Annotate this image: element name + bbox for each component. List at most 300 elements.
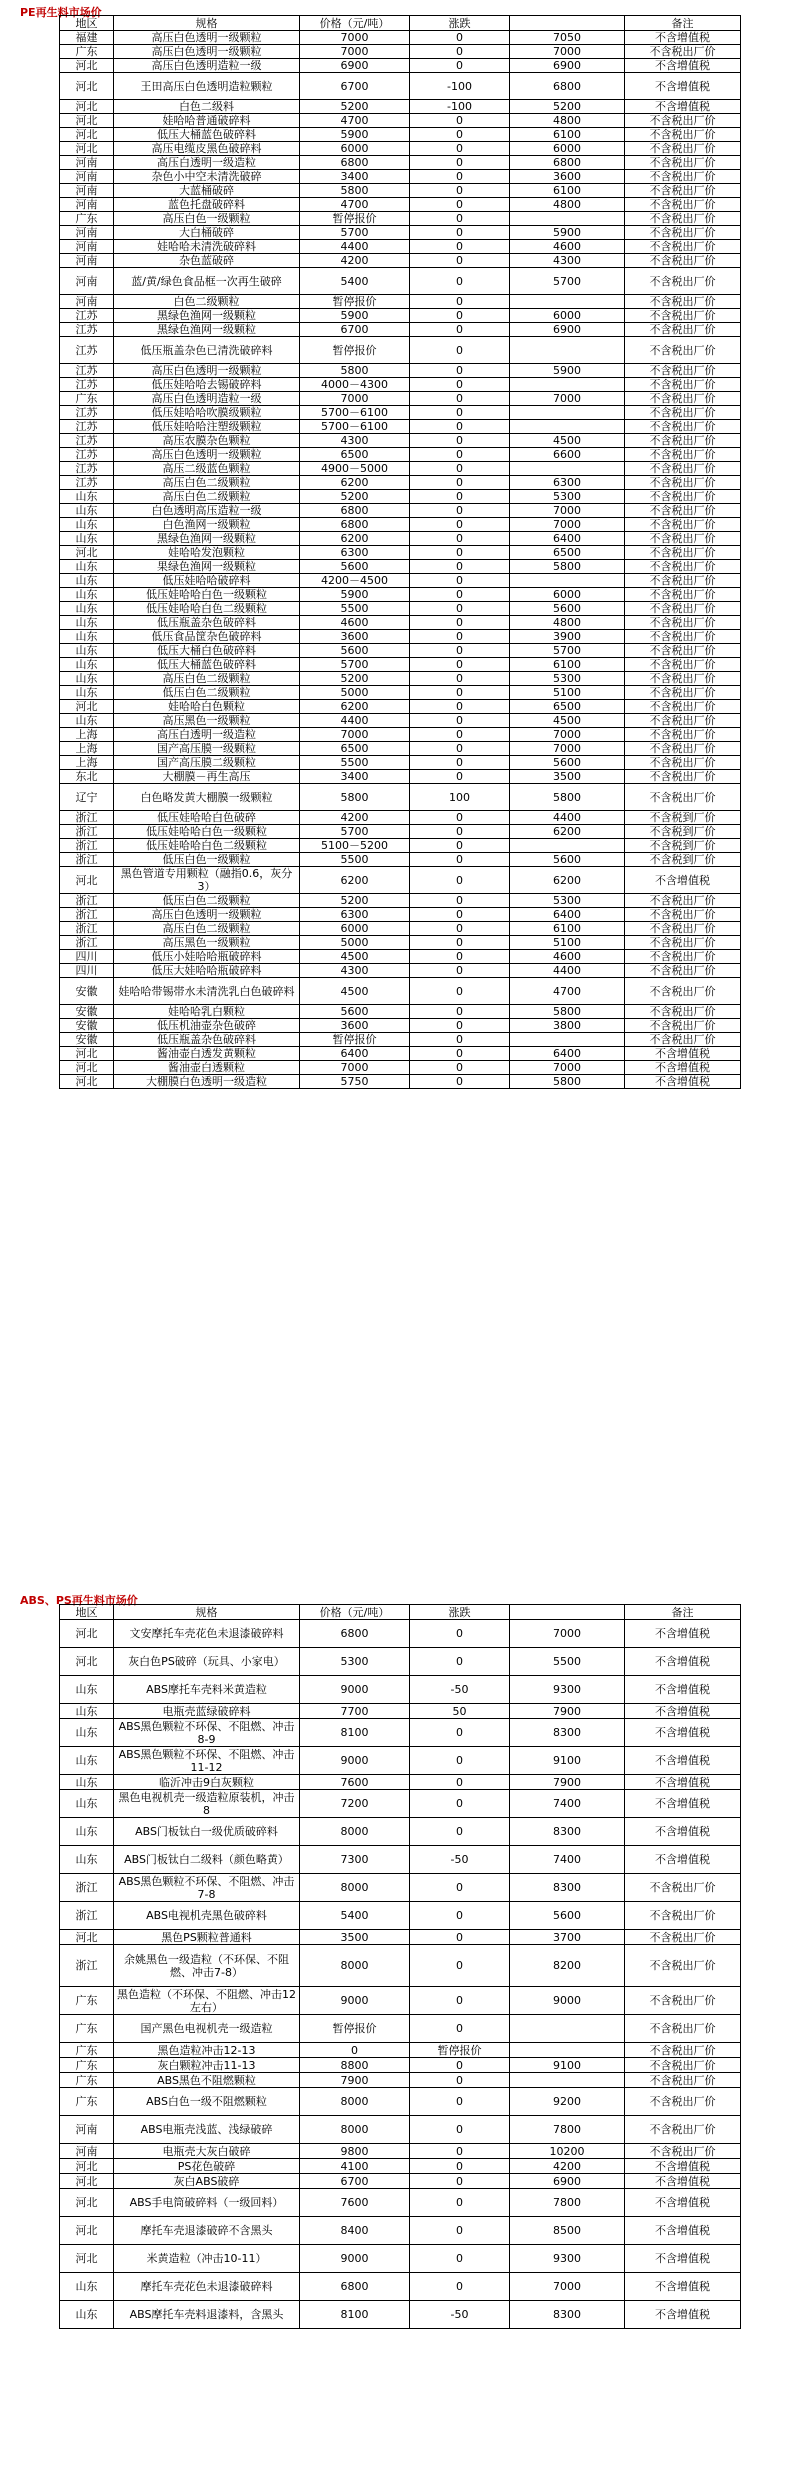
- cell-spec: ABS黑色颗粒不环保、不阻燃、冲击7-8: [114, 1874, 300, 1902]
- cell-remark: 不含税出厂价: [625, 198, 741, 212]
- cell-price: 9800: [300, 2144, 410, 2159]
- cell-change: 0: [410, 922, 510, 936]
- cell-remark: 不含税出厂价: [625, 323, 741, 337]
- cell-region: 河北: [60, 2217, 114, 2245]
- table-row: [60, 1846, 741, 1874]
- cell-price-prev: 7900: [510, 1704, 625, 1719]
- cell-spec: 灰白色PS破碎（玩具、小家电）: [114, 1648, 300, 1676]
- cell-spec: 低压娃哈哈白色一级颗粒: [114, 825, 300, 839]
- cell-remark: 不含增值税: [625, 1846, 741, 1874]
- cell-spec: 高压白色二级颗粒: [114, 672, 300, 686]
- cell-remark: 不含税出厂价: [625, 532, 741, 546]
- table-row: [60, 2043, 741, 2058]
- cell-price: 8000: [300, 2088, 410, 2116]
- cell-remark: 不含税出厂价: [625, 742, 741, 756]
- cell-change: 暂停报价: [410, 2043, 510, 2058]
- cell-change: 0: [410, 978, 510, 1005]
- table-row: [60, 240, 741, 254]
- cell-remark: 不含增值税: [625, 1676, 741, 1704]
- cell-region: 广东: [60, 1987, 114, 2015]
- header-price: 价格（元/吨）: [300, 1605, 410, 1620]
- header-spec: 规格: [114, 16, 300, 31]
- cell-region: 河北: [60, 128, 114, 142]
- cell-change: 0: [410, 337, 510, 364]
- table-row: [60, 1033, 741, 1047]
- table-row: [60, 560, 741, 574]
- cell-remark: 不含税出厂价: [625, 908, 741, 922]
- cell-price: 4200: [300, 254, 410, 268]
- cell-spec: 低压娃哈哈白色一级颗粒: [114, 588, 300, 602]
- cell-spec: 白色二级料: [114, 100, 300, 114]
- cell-change: 0: [410, 378, 510, 392]
- table-row: [60, 936, 741, 950]
- cell-remark: 不含税出厂价: [625, 309, 741, 323]
- cell-region: 浙江: [60, 922, 114, 936]
- cell-price-prev: 7000: [510, 45, 625, 59]
- cell-price: 5700: [300, 658, 410, 672]
- table-row: [60, 2301, 741, 2329]
- cell-price-prev: 3700: [510, 1930, 625, 1945]
- cell-spec: 低压小娃哈哈瓶破碎料: [114, 950, 300, 964]
- cell-remark: 不含税到厂价: [625, 825, 741, 839]
- cell-price: 6700: [300, 323, 410, 337]
- cell-spec: ABS摩托车壳料退漆料，含黑头: [114, 2301, 300, 2329]
- cell-price: 4700: [300, 198, 410, 212]
- cell-change: 0: [410, 588, 510, 602]
- cell-price-prev: 6600: [510, 448, 625, 462]
- header-remark: 备注: [625, 16, 741, 31]
- cell-price-prev: 10200: [510, 2144, 625, 2159]
- cell-change: 0: [410, 728, 510, 742]
- table-row: [60, 268, 741, 295]
- cell-region: 河北: [60, 100, 114, 114]
- cell-remark: 不含税出厂价: [625, 518, 741, 532]
- cell-spec: 临沂冲击9白灰颗粒: [114, 1775, 300, 1790]
- table-row: [60, 170, 741, 184]
- cell-price: 暂停报价: [300, 1033, 410, 1047]
- cell-price: 4000－4300: [300, 378, 410, 392]
- cell-spec: 杂色蓝破碎: [114, 254, 300, 268]
- cell-change: 0: [410, 1648, 510, 1676]
- cell-price-prev: 5300: [510, 672, 625, 686]
- cell-remark: 不含税出厂价: [625, 588, 741, 602]
- cell-spec: 大白桶破碎: [114, 226, 300, 240]
- cell-region: 江苏: [60, 448, 114, 462]
- cell-price: 4200－4500: [300, 574, 410, 588]
- cell-price-prev: 7000: [510, 2273, 625, 2301]
- cell-region: 山东: [60, 1704, 114, 1719]
- table-row: [60, 448, 741, 462]
- cell-spec: 高压白色二级颗粒: [114, 476, 300, 490]
- table-row: [60, 184, 741, 198]
- cell-price: 8400: [300, 2217, 410, 2245]
- cell-spec: 高压白色透明一级颗粒: [114, 45, 300, 59]
- cell-price-prev: 5600: [510, 756, 625, 770]
- cell-change: 0: [410, 170, 510, 184]
- cell-remark: 不含税出厂价: [625, 1874, 741, 1902]
- cell-region: 江苏: [60, 462, 114, 476]
- table-row: [60, 686, 741, 700]
- cell-change: 0: [410, 950, 510, 964]
- cell-spec: 电瓶壳大灰白破碎: [114, 2144, 300, 2159]
- cell-price: 6500: [300, 742, 410, 756]
- cell-spec: 黑色电视机壳一级造粒原装机，冲击8: [114, 1790, 300, 1818]
- cell-region: 山东: [60, 2301, 114, 2329]
- cell-region: 山东: [60, 532, 114, 546]
- cell-price: 5900: [300, 309, 410, 323]
- cell-price: 6700: [300, 2174, 410, 2189]
- cell-spec: 低压瓶盖杂色破碎料: [114, 1033, 300, 1047]
- table-row: [60, 770, 741, 784]
- table-row: [60, 1005, 741, 1019]
- cell-spec: ABS门板钛白二级料（颜色略黄）: [114, 1846, 300, 1874]
- cell-change: 0: [410, 156, 510, 170]
- table-row: [60, 1874, 741, 1902]
- cell-price-prev: 5300: [510, 894, 625, 908]
- cell-price-prev: [510, 295, 625, 309]
- cell-price-prev: 5100: [510, 936, 625, 950]
- cell-change: 0: [410, 240, 510, 254]
- cell-change: 0: [410, 532, 510, 546]
- cell-spec: 灰白颗粒冲击11-13: [114, 2058, 300, 2073]
- cell-remark: 不含税出厂价: [625, 770, 741, 784]
- table-row: [60, 630, 741, 644]
- cell-price: 8000: [300, 1818, 410, 1846]
- cell-region: 山东: [60, 2273, 114, 2301]
- cell-remark: 不含税出厂价: [625, 392, 741, 406]
- cell-remark: 不含税出厂价: [625, 672, 741, 686]
- cell-change: 0: [410, 254, 510, 268]
- cell-spec: 白色二级颗粒: [114, 295, 300, 309]
- cell-spec: 低压食品筐杂色破碎料: [114, 630, 300, 644]
- cell-price-prev: 4600: [510, 240, 625, 254]
- cell-remark: 不含税出厂价: [625, 1033, 741, 1047]
- cell-change: 0: [410, 476, 510, 490]
- cell-price-prev: 8300: [510, 1874, 625, 1902]
- cell-change: 0: [410, 1719, 510, 1747]
- cell-spec: 酱油壶白透颗粒: [114, 1061, 300, 1075]
- table-row: [60, 1902, 741, 1930]
- cell-spec: 低压大桶蓝色破碎料: [114, 128, 300, 142]
- table-row: [60, 2058, 741, 2073]
- cell-price-prev: 6900: [510, 59, 625, 73]
- cell-region: 广东: [60, 2043, 114, 2058]
- cell-region: 上海: [60, 728, 114, 742]
- cell-price-prev: 7800: [510, 2116, 625, 2144]
- cell-price-prev: 6200: [510, 825, 625, 839]
- cell-change: 0: [410, 1005, 510, 1019]
- table-row: [60, 406, 741, 420]
- cell-region: 安徽: [60, 1033, 114, 1047]
- table-row: [60, 504, 741, 518]
- cell-region: 河北: [60, 114, 114, 128]
- table-row: [60, 839, 741, 853]
- cell-price-prev: 4500: [510, 434, 625, 448]
- cell-region: 江苏: [60, 337, 114, 364]
- cell-price: 5200: [300, 672, 410, 686]
- cell-price: 暂停报价: [300, 212, 410, 226]
- cell-price: 5300: [300, 1648, 410, 1676]
- table-row: [60, 1987, 741, 2015]
- cell-remark: 不含增值税: [625, 2273, 741, 2301]
- cell-price-prev: 5900: [510, 226, 625, 240]
- table-row: [60, 784, 741, 811]
- cell-price: 4900－5000: [300, 462, 410, 476]
- table-row: [60, 73, 741, 100]
- cell-price-prev: [510, 2073, 625, 2088]
- table-row: [60, 323, 741, 337]
- cell-remark: 不含增值税: [625, 2189, 741, 2217]
- cell-change: 0: [410, 2273, 510, 2301]
- cell-price-prev: 5100: [510, 686, 625, 700]
- abs-ps-price-table: [59, 1604, 741, 2329]
- cell-price: 6800: [300, 518, 410, 532]
- cell-price-prev: 6000: [510, 588, 625, 602]
- cell-spec: 娃哈哈白色颗粒: [114, 700, 300, 714]
- cell-change: 0: [410, 309, 510, 323]
- table-row: [60, 100, 741, 114]
- cell-remark: 不含税出厂价: [625, 254, 741, 268]
- cell-price: 3500: [300, 1930, 410, 1945]
- cell-spec: 黑绿色渔网一级颗粒: [114, 309, 300, 323]
- header-row: [60, 1605, 741, 1620]
- cell-price: 3600: [300, 1019, 410, 1033]
- cell-price: 6200: [300, 532, 410, 546]
- cell-price-prev: 6100: [510, 128, 625, 142]
- cell-price-prev: 6900: [510, 2174, 625, 2189]
- cell-price-prev: [510, 1033, 625, 1047]
- header-region: 地区: [60, 1605, 114, 1620]
- table-row: [60, 964, 741, 978]
- cell-remark: 不含税出厂价: [625, 978, 741, 1005]
- cell-price-prev: 7000: [510, 742, 625, 756]
- cell-price: 6200: [300, 867, 410, 894]
- cell-region: 江苏: [60, 364, 114, 378]
- cell-region: 山东: [60, 1719, 114, 1747]
- cell-region: 河北: [60, 867, 114, 894]
- cell-price: 8100: [300, 1719, 410, 1747]
- table-row: [60, 714, 741, 728]
- cell-remark: 不含税到厂价: [625, 853, 741, 867]
- cell-price-prev: 4800: [510, 616, 625, 630]
- cell-change: 0: [410, 936, 510, 950]
- cell-change: 0: [410, 602, 510, 616]
- table-row: [60, 853, 741, 867]
- cell-change: 0: [410, 560, 510, 574]
- cell-region: 江苏: [60, 420, 114, 434]
- cell-price-prev: 7000: [510, 728, 625, 742]
- cell-remark: 不含税出厂价: [625, 1902, 741, 1930]
- table-row: [60, 1704, 741, 1719]
- cell-spec: 低压机油壶杂色破碎: [114, 1019, 300, 1033]
- cell-region: 山东: [60, 588, 114, 602]
- cell-spec: 高压白色二级颗粒: [114, 490, 300, 504]
- cell-price: 6000: [300, 142, 410, 156]
- table-row: [60, 756, 741, 770]
- cell-remark: 不含税出厂价: [625, 728, 741, 742]
- cell-remark: 不含税出厂价: [625, 602, 741, 616]
- cell-spec: 高压二级蓝色颗粒: [114, 462, 300, 476]
- cell-change: 100: [410, 784, 510, 811]
- table-row: [60, 309, 741, 323]
- cell-remark: 不含税出厂价: [625, 462, 741, 476]
- cell-change: -100: [410, 73, 510, 100]
- cell-change: 0: [410, 504, 510, 518]
- cell-region: 河北: [60, 2159, 114, 2174]
- cell-price: 5800: [300, 364, 410, 378]
- table-row: [60, 2144, 741, 2159]
- cell-price-prev: 9300: [510, 1676, 625, 1704]
- cell-remark: 不含税出厂价: [625, 295, 741, 309]
- table-row: [60, 420, 741, 434]
- cell-spec: 高压白色二级颗粒: [114, 922, 300, 936]
- cell-remark: 不含税出厂价: [625, 616, 741, 630]
- cell-change: 0: [410, 2058, 510, 2073]
- cell-remark: 不含税出厂价: [625, 420, 741, 434]
- cell-price: 6500: [300, 448, 410, 462]
- table-row: [60, 2088, 741, 2116]
- cell-remark: 不含税出厂价: [625, 226, 741, 240]
- cell-remark: 不含税出厂价: [625, 1945, 741, 1987]
- table-row: [60, 894, 741, 908]
- table-row: [60, 950, 741, 964]
- cell-remark: 不含税出厂价: [625, 950, 741, 964]
- cell-spec: 高压白色透明造粒一级: [114, 392, 300, 406]
- cell-region: 江苏: [60, 323, 114, 337]
- cell-price-prev: 7000: [510, 518, 625, 532]
- cell-price: 4300: [300, 964, 410, 978]
- cell-price-prev: 4400: [510, 964, 625, 978]
- cell-remark: 不含增值税: [625, 59, 741, 73]
- cell-remark: 不含税出厂价: [625, 476, 741, 490]
- cell-price: 8800: [300, 2058, 410, 2073]
- cell-price-prev: 6200: [510, 867, 625, 894]
- cell-price-prev: 5600: [510, 853, 625, 867]
- cell-price: 4600: [300, 616, 410, 630]
- cell-remark: 不含增值税: [625, 2245, 741, 2273]
- cell-change: 0: [410, 406, 510, 420]
- cell-region: 四川: [60, 950, 114, 964]
- table-row: [60, 59, 741, 73]
- cell-remark: 不含增值税: [625, 1775, 741, 1790]
- cell-price-prev: 5500: [510, 1648, 625, 1676]
- cell-remark: 不含税出厂价: [625, 156, 741, 170]
- cell-region: 山东: [60, 1790, 114, 1818]
- table-row: [60, 616, 741, 630]
- cell-price-prev: 6800: [510, 156, 625, 170]
- table-row: [60, 2273, 741, 2301]
- cell-price: 4400: [300, 240, 410, 254]
- table-row: [60, 672, 741, 686]
- cell-remark: 不含税出厂价: [625, 2058, 741, 2073]
- cell-change: 0: [410, 853, 510, 867]
- table-row: [60, 295, 741, 309]
- cell-change: -50: [410, 2301, 510, 2329]
- cell-spec: 黑色管道专用颗粒（融指0.6，灰分3）: [114, 867, 300, 894]
- cell-region: 安徽: [60, 1019, 114, 1033]
- cell-region: 山东: [60, 518, 114, 532]
- cell-spec: 低压娃哈哈去锡破碎料: [114, 378, 300, 392]
- cell-change: 0: [410, 1061, 510, 1075]
- cell-price-prev: 4700: [510, 978, 625, 1005]
- cell-spec: ABS摩托车壳料米黄造粒: [114, 1676, 300, 1704]
- table-row: [60, 114, 741, 128]
- cell-spec: 娃哈哈普通破碎料: [114, 114, 300, 128]
- cell-change: 0: [410, 2245, 510, 2273]
- cell-price: 8000: [300, 1945, 410, 1987]
- cell-change: 0: [410, 908, 510, 922]
- table-row: [60, 378, 741, 392]
- table-row: [60, 546, 741, 560]
- cell-remark: 不含税到厂价: [625, 839, 741, 853]
- cell-region: 山东: [60, 504, 114, 518]
- cell-spec: 高压白色透明一级颗粒: [114, 364, 300, 378]
- cell-spec: 娃哈哈未清洗破碎料: [114, 240, 300, 254]
- table-row: [60, 1648, 741, 1676]
- cell-region: 福建: [60, 31, 114, 45]
- cell-change: 0: [410, 2174, 510, 2189]
- cell-region: 山东: [60, 1775, 114, 1790]
- cell-spec: 娃哈哈带锡帯水未清洗乳白色破碎料: [114, 978, 300, 1005]
- cell-price: 4300: [300, 434, 410, 448]
- cell-price-prev: 6400: [510, 908, 625, 922]
- cell-price-prev: 6400: [510, 532, 625, 546]
- cell-remark: 不含税出厂价: [625, 2116, 741, 2144]
- cell-price: 5700－6100: [300, 406, 410, 420]
- cell-price: 5000: [300, 686, 410, 700]
- cell-change: 0: [410, 2088, 510, 2116]
- table-row: [60, 2217, 741, 2245]
- cell-price: 7000: [300, 728, 410, 742]
- cell-price-prev: 8200: [510, 1945, 625, 1987]
- table-row: [60, 1818, 741, 1846]
- cell-price-prev: 5800: [510, 560, 625, 574]
- cell-price-prev: 8300: [510, 1818, 625, 1846]
- cell-spec: 娃哈哈乳白颗粒: [114, 1005, 300, 1019]
- cell-remark: 不含税出厂价: [625, 644, 741, 658]
- table-row: [60, 728, 741, 742]
- cell-region: 浙江: [60, 811, 114, 825]
- cell-spec: 低压娃哈哈吹膜级颗粒: [114, 406, 300, 420]
- cell-remark: 不含税出厂价: [625, 658, 741, 672]
- cell-remark: 不含税出厂价: [625, 2088, 741, 2116]
- cell-change: 0: [410, 1987, 510, 2015]
- cell-change: 0: [410, 839, 510, 853]
- cell-region: 河北: [60, 59, 114, 73]
- cell-remark: 不含税出厂价: [625, 45, 741, 59]
- cell-region: 河南: [60, 198, 114, 212]
- table-row: [60, 1719, 741, 1747]
- cell-remark: 不含税出厂价: [625, 212, 741, 226]
- cell-region: 河南: [60, 295, 114, 309]
- cell-price-prev: 5600: [510, 602, 625, 616]
- cell-remark: 不含税出厂价: [625, 2015, 741, 2043]
- cell-spec: 高压电缆皮黑色破碎料: [114, 142, 300, 156]
- cell-price: 8000: [300, 2116, 410, 2144]
- cell-price-prev: 9000: [510, 1987, 625, 2015]
- cell-region: 河南: [60, 2116, 114, 2144]
- cell-change: 0: [410, 770, 510, 784]
- cell-price: 4700: [300, 114, 410, 128]
- cell-price: 7300: [300, 1846, 410, 1874]
- cell-price: 4500: [300, 978, 410, 1005]
- cell-price: 0: [300, 2043, 410, 2058]
- cell-price-prev: 5900: [510, 364, 625, 378]
- cell-region: 浙江: [60, 1902, 114, 1930]
- table-row: [60, 602, 741, 616]
- cell-change: 0: [410, 714, 510, 728]
- cell-price: 5800: [300, 184, 410, 198]
